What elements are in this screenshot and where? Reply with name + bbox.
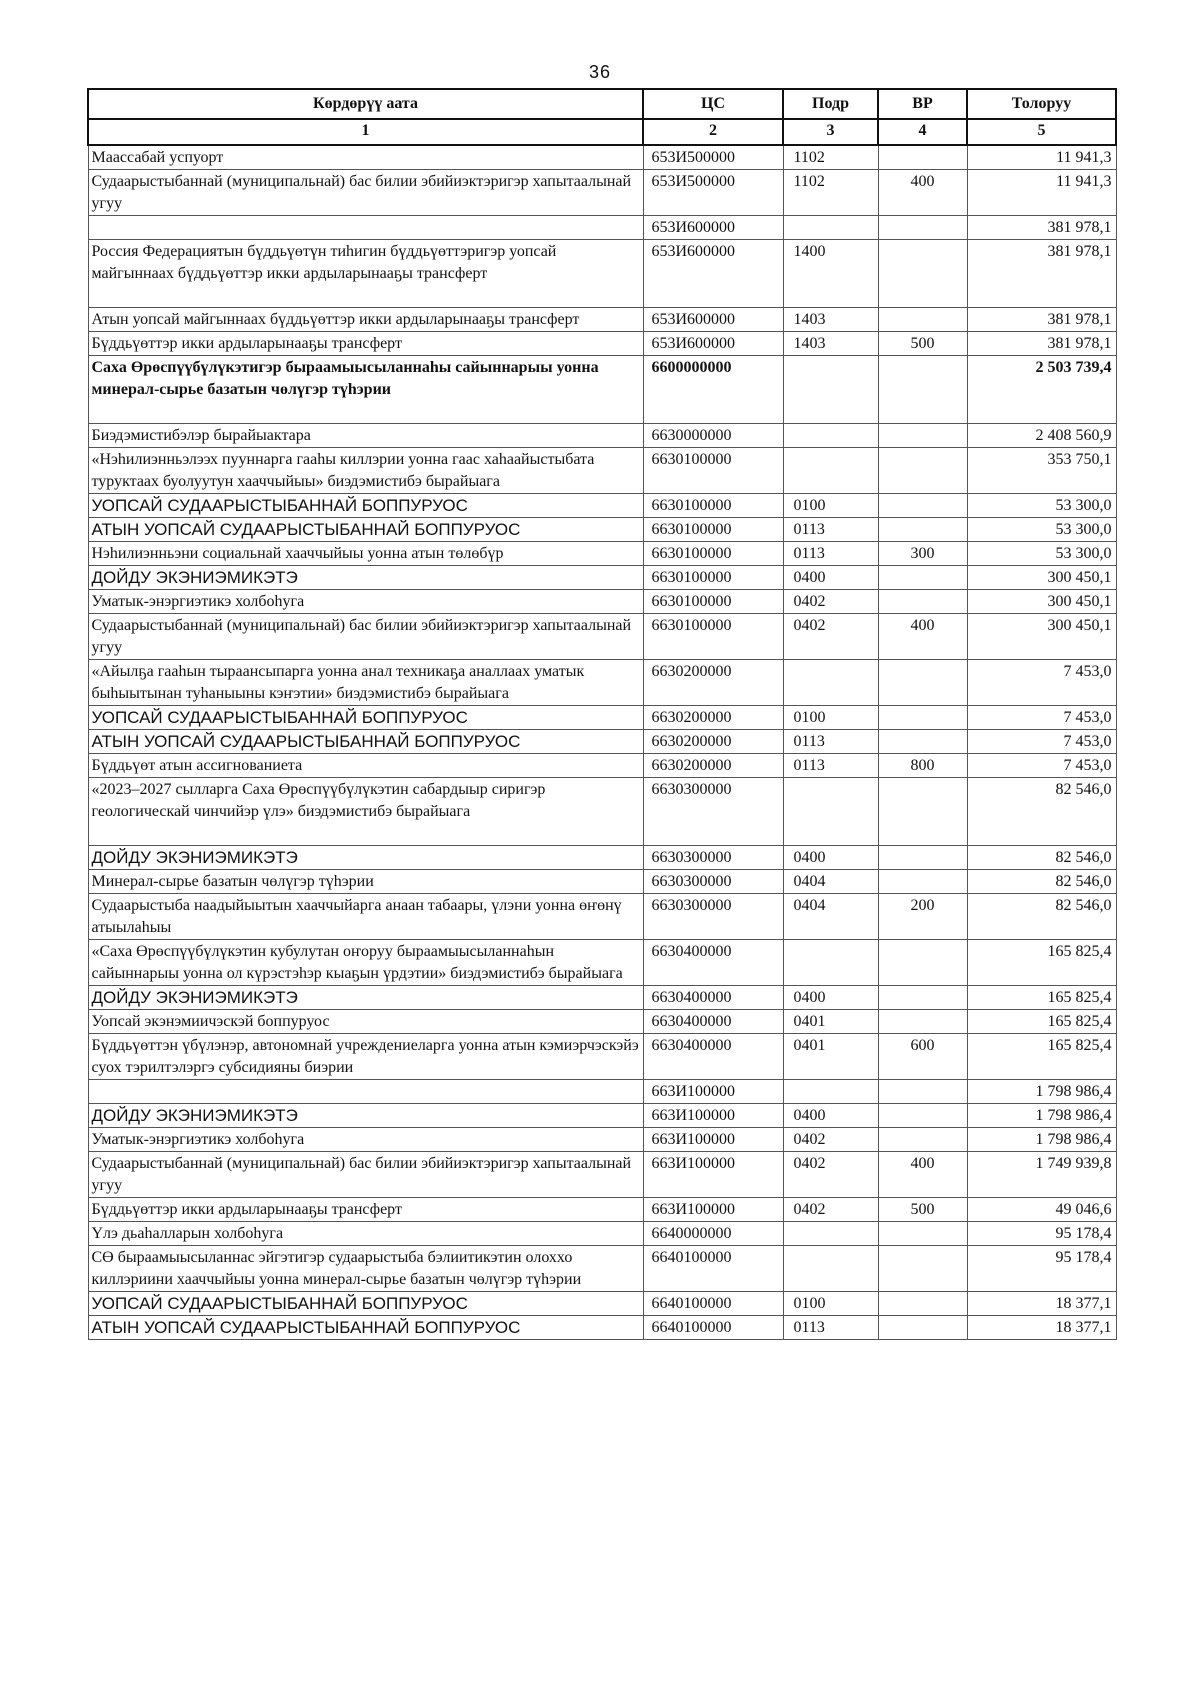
- row-vr-cell: [878, 448, 967, 494]
- row-cs-cell: 6630000000: [643, 424, 783, 448]
- row-cs-cell: 663И100000: [643, 1104, 783, 1128]
- row-cs-cell: 653И600000: [643, 332, 783, 356]
- table-row: [88, 870, 1116, 894]
- row-cs-cell: 6630100000: [643, 494, 783, 518]
- row-name-cell: ДОЙДУ ЭКЭНИЭМИКЭТЭ: [88, 1104, 643, 1128]
- row-amount-cell: 1 798 986,4: [967, 1080, 1116, 1104]
- row-name-cell: Уматык-энэргиэтикэ холбоһуга: [88, 1128, 643, 1152]
- row-vr-cell: [878, 1080, 967, 1104]
- row-podr-cell: 1102: [783, 145, 878, 170]
- row-name-cell: Судаарыстыба наадыйыытын хааччыйарга анаан табаары, үлэни уонна өҥөнү атыылаһыы: [88, 894, 643, 940]
- row-name-cell: Атын уопсай майгыннаах бүддьүөттэр икки ардыларынааҕы трансферт: [88, 308, 643, 332]
- row-podr-cell: 0100: [783, 1292, 878, 1316]
- row-amount-cell: 300 450,1: [967, 614, 1116, 660]
- row-amount-cell: 165 825,4: [967, 986, 1116, 1010]
- table-row: [88, 730, 1116, 754]
- row-vr-cell: [878, 216, 967, 240]
- row-podr-cell: [783, 1080, 878, 1104]
- row-name-cell: ДОЙДУ ЭКЭНИЭМИКЭТЭ: [88, 846, 643, 870]
- table-row: [88, 308, 1116, 332]
- row-name-cell: Минерал-сырье базатын чөлүгэр түһэрии: [88, 870, 643, 894]
- column-number-row: [88, 119, 1116, 145]
- row-name-cell: Бүддьүөттэн үбүлэнэр, автономнай учреждениеларга уонна атын кэмиэрчэскэйэ суох тэрилтэлэргэ субсидияны биэрии: [88, 1034, 643, 1080]
- row-amount-cell: 82 546,0: [967, 870, 1116, 894]
- row-amount-cell: 381 978,1: [967, 216, 1116, 240]
- table-row: [88, 614, 1116, 660]
- row-podr-cell: 0113: [783, 1316, 878, 1340]
- row-name-cell: Нэһилиэнньэни социальнай хааччыйыы уонна атын төлөбүр: [88, 542, 643, 566]
- table-row: [88, 1152, 1116, 1198]
- row-podr-cell: 0113: [783, 754, 878, 778]
- row-vr-cell: 400: [878, 170, 967, 216]
- header-amount: Толоруу: [967, 89, 1116, 119]
- row-cs-cell: 6630100000: [643, 614, 783, 660]
- table-row: [88, 846, 1116, 870]
- row-vr-cell: [878, 518, 967, 542]
- table-row: [88, 1198, 1116, 1222]
- row-amount-cell: 1 798 986,4: [967, 1128, 1116, 1152]
- table-row: [88, 424, 1116, 448]
- row-name-cell: АТЫН УОПСАЙ СУДААРЫСТЫБАННАЙ БОППУРУОС: [88, 1316, 643, 1340]
- row-podr-cell: 0113: [783, 730, 878, 754]
- table-row: [88, 1128, 1116, 1152]
- row-vr-cell: [878, 706, 967, 730]
- row-vr-cell: [878, 778, 967, 846]
- header-podr: Подр: [783, 89, 878, 119]
- row-name-cell: Бүддьүөт атын ассигнованиета: [88, 754, 643, 778]
- row-podr-cell: [783, 356, 878, 424]
- row-vr-cell: [878, 1128, 967, 1152]
- row-amount-cell: 7 453,0: [967, 754, 1116, 778]
- table-row: [88, 145, 1116, 170]
- row-podr-cell: 0402: [783, 590, 878, 614]
- row-name-cell: [88, 216, 643, 240]
- row-amount-cell: 95 178,4: [967, 1246, 1116, 1292]
- row-podr-cell: [783, 1222, 878, 1246]
- row-vr-cell: 400: [878, 1152, 967, 1198]
- header-cs: ЦС: [643, 89, 783, 119]
- header-row: [88, 89, 1116, 119]
- table-row: [88, 170, 1116, 216]
- row-podr-cell: 0400: [783, 986, 878, 1010]
- row-cs-cell: 6640100000: [643, 1316, 783, 1340]
- table-row: [88, 240, 1116, 308]
- row-podr-cell: 0113: [783, 518, 878, 542]
- table-row: [88, 1316, 1116, 1340]
- row-vr-cell: 500: [878, 332, 967, 356]
- row-name-cell: АТЫН УОПСАЙ СУДААРЫСТЫБАННАЙ БОППУРУОС: [88, 730, 643, 754]
- row-amount-cell: 300 450,1: [967, 566, 1116, 590]
- row-vr-cell: 400: [878, 614, 967, 660]
- row-vr-cell: [878, 424, 967, 448]
- row-amount-cell: 300 450,1: [967, 590, 1116, 614]
- table-row: [88, 706, 1116, 730]
- row-amount-cell: 53 300,0: [967, 518, 1116, 542]
- row-vr-cell: [878, 846, 967, 870]
- table-row: [88, 356, 1116, 424]
- row-podr-cell: 0404: [783, 894, 878, 940]
- table-row: [88, 894, 1116, 940]
- row-vr-cell: 800: [878, 754, 967, 778]
- page-number: 36: [588, 62, 612, 82]
- row-vr-cell: 600: [878, 1034, 967, 1080]
- row-podr-cell: [783, 1246, 878, 1292]
- row-name-cell: Россия Федерациятын бүддьүөтүн тиһигин бүддьүөттэригэр уопсай майгыннаах бүддьүөттэр икки ардыларынааҕы трансферт: [88, 240, 643, 308]
- row-name-cell: Уматык-энэргиэтикэ холбоһуга: [88, 590, 643, 614]
- row-amount-cell: 381 978,1: [967, 240, 1116, 308]
- row-amount-cell: 7 453,0: [967, 660, 1116, 706]
- header-indicator-name: Көрдөрүү аата: [88, 89, 643, 119]
- row-cs-cell: 6630100000: [643, 566, 783, 590]
- row-name-cell: Судаарыстыбаннай (муниципальнай) бас билии эбийиэктэригэр хапытаалынай угуу: [88, 1152, 643, 1198]
- table-row: [88, 940, 1116, 986]
- row-podr-cell: [783, 778, 878, 846]
- row-cs-cell: 663И100000: [643, 1128, 783, 1152]
- table-row: [88, 660, 1116, 706]
- row-podr-cell: 1403: [783, 308, 878, 332]
- row-cs-cell: 6630400000: [643, 940, 783, 986]
- row-name-cell: Судаарыстыбаннай (муниципальнай) бас билии эбийиэктэригэр хапытаалынай угуу: [88, 170, 643, 216]
- row-name-cell: УОПСАЙ СУДААРЫСТЫБАННАЙ БОППУРУОС: [88, 1292, 643, 1316]
- table-row: [88, 518, 1116, 542]
- budget-table: [87, 88, 1117, 1340]
- row-podr-cell: 0100: [783, 706, 878, 730]
- table-row: [88, 1222, 1116, 1246]
- row-podr-cell: [783, 940, 878, 986]
- row-name-cell: АТЫН УОПСАЙ СУДААРЫСТЫБАННАЙ БОППУРУОС: [88, 518, 643, 542]
- row-cs-cell: 6640100000: [643, 1246, 783, 1292]
- row-name-cell: Судаарыстыбаннай (муниципальнай) бас билии эбийиэктэригэр хапытаалынай угуу: [88, 614, 643, 660]
- row-podr-cell: 0404: [783, 870, 878, 894]
- row-amount-cell: 165 825,4: [967, 1034, 1116, 1080]
- row-amount-cell: 95 178,4: [967, 1222, 1116, 1246]
- column-number: 1: [88, 119, 643, 145]
- row-podr-cell: [783, 660, 878, 706]
- row-vr-cell: [878, 660, 967, 706]
- row-vr-cell: 200: [878, 894, 967, 940]
- row-vr-cell: 500: [878, 1198, 967, 1222]
- row-vr-cell: [878, 308, 967, 332]
- row-amount-cell: 1 749 939,8: [967, 1152, 1116, 1198]
- column-number: 4: [878, 119, 967, 145]
- row-amount-cell: 2 503 739,4: [967, 356, 1116, 424]
- row-cs-cell: 6630400000: [643, 1034, 783, 1080]
- table-row: [88, 448, 1116, 494]
- row-podr-cell: 0402: [783, 1198, 878, 1222]
- row-name-cell: Үлэ дьаһалларын холбоһуга: [88, 1222, 643, 1246]
- row-podr-cell: 0402: [783, 1128, 878, 1152]
- row-vr-cell: [878, 240, 967, 308]
- table-row: [88, 216, 1116, 240]
- row-podr-cell: 0100: [783, 494, 878, 518]
- row-vr-cell: [878, 1292, 967, 1316]
- row-name-cell: Уопсай экэнэмиичэскэй боппуруос: [88, 1010, 643, 1034]
- row-name-cell: СӨ быраамыысыланнас эйгэтигэр судаарыстыба бэлиитикэтин олоххо киллэриини хааччыйыы уонна минерал-сырье базатын чөлүгэр түһэрии: [88, 1246, 643, 1292]
- header-vr: ВР: [878, 89, 967, 119]
- row-podr-cell: 0402: [783, 614, 878, 660]
- row-podr-cell: 0400: [783, 1104, 878, 1128]
- row-podr-cell: 1403: [783, 332, 878, 356]
- table-row: [88, 542, 1116, 566]
- row-cs-cell: 6630100000: [643, 518, 783, 542]
- row-name-cell: УОПСАЙ СУДААРЫСТЫБАННАЙ БОППУРУОС: [88, 494, 643, 518]
- row-name-cell: «Нэһилиэнньэлээх пууннарга гааһы киллэрии уонна гаас хаһаайыстыбата туруктаах буолуутун хааччыйыы» биэдэмистибэ бырайыага: [88, 448, 643, 494]
- row-amount-cell: 11 941,3: [967, 170, 1116, 216]
- table-row: [88, 1010, 1116, 1034]
- row-podr-cell: 1400: [783, 240, 878, 308]
- row-name-cell: ДОЙДУ ЭКЭНИЭМИКЭТЭ: [88, 566, 643, 590]
- row-podr-cell: 0400: [783, 846, 878, 870]
- row-podr-cell: 0113: [783, 542, 878, 566]
- row-amount-cell: 381 978,1: [967, 308, 1116, 332]
- table-row: [88, 754, 1116, 778]
- row-cs-cell: 6640000000: [643, 1222, 783, 1246]
- row-amount-cell: 353 750,1: [967, 448, 1116, 494]
- row-name-cell: «Саха Өрөспүүбүлүкэтин кубулутан оҥоруу быраамыысыланнаһын сайыннарыы уонна ол күрэстэһэр кыаҕын үрдэтии» биэдэмистибэ бырайыага: [88, 940, 643, 986]
- row-name-cell: Саха Өрөспүүбүлүкэтигэр быраамыысыланнаһы сайыннарыы уонна минерал-сырье базатын чөлүгэр түһэрии: [88, 356, 643, 424]
- row-name-cell: Бүддьүөттэр икки ардыларынааҕы трансферт: [88, 332, 643, 356]
- row-vr-cell: [878, 1010, 967, 1034]
- table-row: [88, 566, 1116, 590]
- row-amount-cell: 381 978,1: [967, 332, 1116, 356]
- row-name-cell: УОПСАЙ СУДААРЫСТЫБАННАЙ БОППУРУОС: [88, 706, 643, 730]
- table-row: [88, 1034, 1116, 1080]
- table-body: [88, 145, 1116, 1340]
- table-row: [88, 778, 1116, 846]
- row-cs-cell: 653И600000: [643, 216, 783, 240]
- row-vr-cell: [878, 986, 967, 1010]
- row-podr-cell: 1102: [783, 170, 878, 216]
- row-amount-cell: 165 825,4: [967, 940, 1116, 986]
- row-vr-cell: [878, 494, 967, 518]
- row-cs-cell: 653И500000: [643, 170, 783, 216]
- row-vr-cell: [878, 1316, 967, 1340]
- column-number: 2: [643, 119, 783, 145]
- row-amount-cell: 18 377,1: [967, 1292, 1116, 1316]
- row-vr-cell: [878, 1246, 967, 1292]
- row-name-cell: Биэдэмистибэлэр бырайыактара: [88, 424, 643, 448]
- row-name-cell: [88, 1080, 643, 1104]
- row-amount-cell: 49 046,6: [967, 1198, 1116, 1222]
- row-vr-cell: [878, 356, 967, 424]
- row-vr-cell: [878, 1104, 967, 1128]
- row-cs-cell: 6600000000: [643, 356, 783, 424]
- row-vr-cell: [878, 730, 967, 754]
- row-podr-cell: 0401: [783, 1034, 878, 1080]
- row-podr-cell: [783, 216, 878, 240]
- row-amount-cell: 53 300,0: [967, 494, 1116, 518]
- row-cs-cell: 6630300000: [643, 870, 783, 894]
- row-cs-cell: 653И600000: [643, 240, 783, 308]
- row-name-cell: Маассабай успуорт: [88, 145, 643, 170]
- table-row: [88, 590, 1116, 614]
- row-cs-cell: 653И600000: [643, 308, 783, 332]
- row-cs-cell: 6640100000: [643, 1292, 783, 1316]
- row-amount-cell: 1 798 986,4: [967, 1104, 1116, 1128]
- row-vr-cell: [878, 1222, 967, 1246]
- row-podr-cell: 0401: [783, 1010, 878, 1034]
- row-name-cell: ДОЙДУ ЭКЭНИЭМИКЭТЭ: [88, 986, 643, 1010]
- row-vr-cell: [878, 940, 967, 986]
- row-vr-cell: [878, 590, 967, 614]
- row-amount-cell: 7 453,0: [967, 730, 1116, 754]
- row-cs-cell: 6630100000: [643, 542, 783, 566]
- row-cs-cell: 6630200000: [643, 660, 783, 706]
- table-row: [88, 1292, 1116, 1316]
- row-amount-cell: 165 825,4: [967, 1010, 1116, 1034]
- row-name-cell: «Айылҕа гааһын тыраансыпарга уонна анал техникаҕа аналлаах уматык быһыытынан туһаныыны кэҥэтии» биэдэмистибэ бырайыага: [88, 660, 643, 706]
- row-amount-cell: 82 546,0: [967, 846, 1116, 870]
- row-name-cell: Бүддьүөттэр икки ардыларынааҕы трансферт: [88, 1198, 643, 1222]
- table-row: [88, 1246, 1116, 1292]
- row-amount-cell: 18 377,1: [967, 1316, 1116, 1340]
- row-vr-cell: [878, 566, 967, 590]
- row-cs-cell: 6630200000: [643, 706, 783, 730]
- row-cs-cell: 6630300000: [643, 894, 783, 940]
- row-cs-cell: 6630300000: [643, 846, 783, 870]
- row-amount-cell: 53 300,0: [967, 542, 1116, 566]
- table-row: [88, 494, 1116, 518]
- table-row: [88, 986, 1116, 1010]
- row-amount-cell: 82 546,0: [967, 894, 1116, 940]
- row-cs-cell: 6630200000: [643, 754, 783, 778]
- row-vr-cell: [878, 145, 967, 170]
- row-podr-cell: 0400: [783, 566, 878, 590]
- row-cs-cell: 653И500000: [643, 145, 783, 170]
- row-cs-cell: 6630200000: [643, 730, 783, 754]
- row-vr-cell: 300: [878, 542, 967, 566]
- row-cs-cell: 6630100000: [643, 590, 783, 614]
- row-amount-cell: 2 408 560,9: [967, 424, 1116, 448]
- row-amount-cell: 7 453,0: [967, 706, 1116, 730]
- row-cs-cell: 6630400000: [643, 986, 783, 1010]
- column-number: 3: [783, 119, 878, 145]
- row-podr-cell: [783, 448, 878, 494]
- table-row: [88, 1104, 1116, 1128]
- row-cs-cell: 663И100000: [643, 1152, 783, 1198]
- row-cs-cell: 6630100000: [643, 448, 783, 494]
- row-podr-cell: [783, 424, 878, 448]
- row-name-cell: «2023–2027 сылларга Саха Өрөспүүбүлүкэтин сабардыыр сиригэр геологическай чинчийэр үлэ» биэдэмистибэ бырайыага: [88, 778, 643, 846]
- column-number: 5: [967, 119, 1116, 145]
- row-vr-cell: [878, 870, 967, 894]
- row-amount-cell: 11 941,3: [967, 145, 1116, 170]
- row-cs-cell: 6630400000: [643, 1010, 783, 1034]
- row-podr-cell: 0402: [783, 1152, 878, 1198]
- row-cs-cell: 663И100000: [643, 1080, 783, 1104]
- table-row: [88, 332, 1116, 356]
- row-cs-cell: 663И100000: [643, 1198, 783, 1222]
- row-cs-cell: 6630300000: [643, 778, 783, 846]
- row-amount-cell: 82 546,0: [967, 778, 1116, 846]
- table-row: [88, 1080, 1116, 1104]
